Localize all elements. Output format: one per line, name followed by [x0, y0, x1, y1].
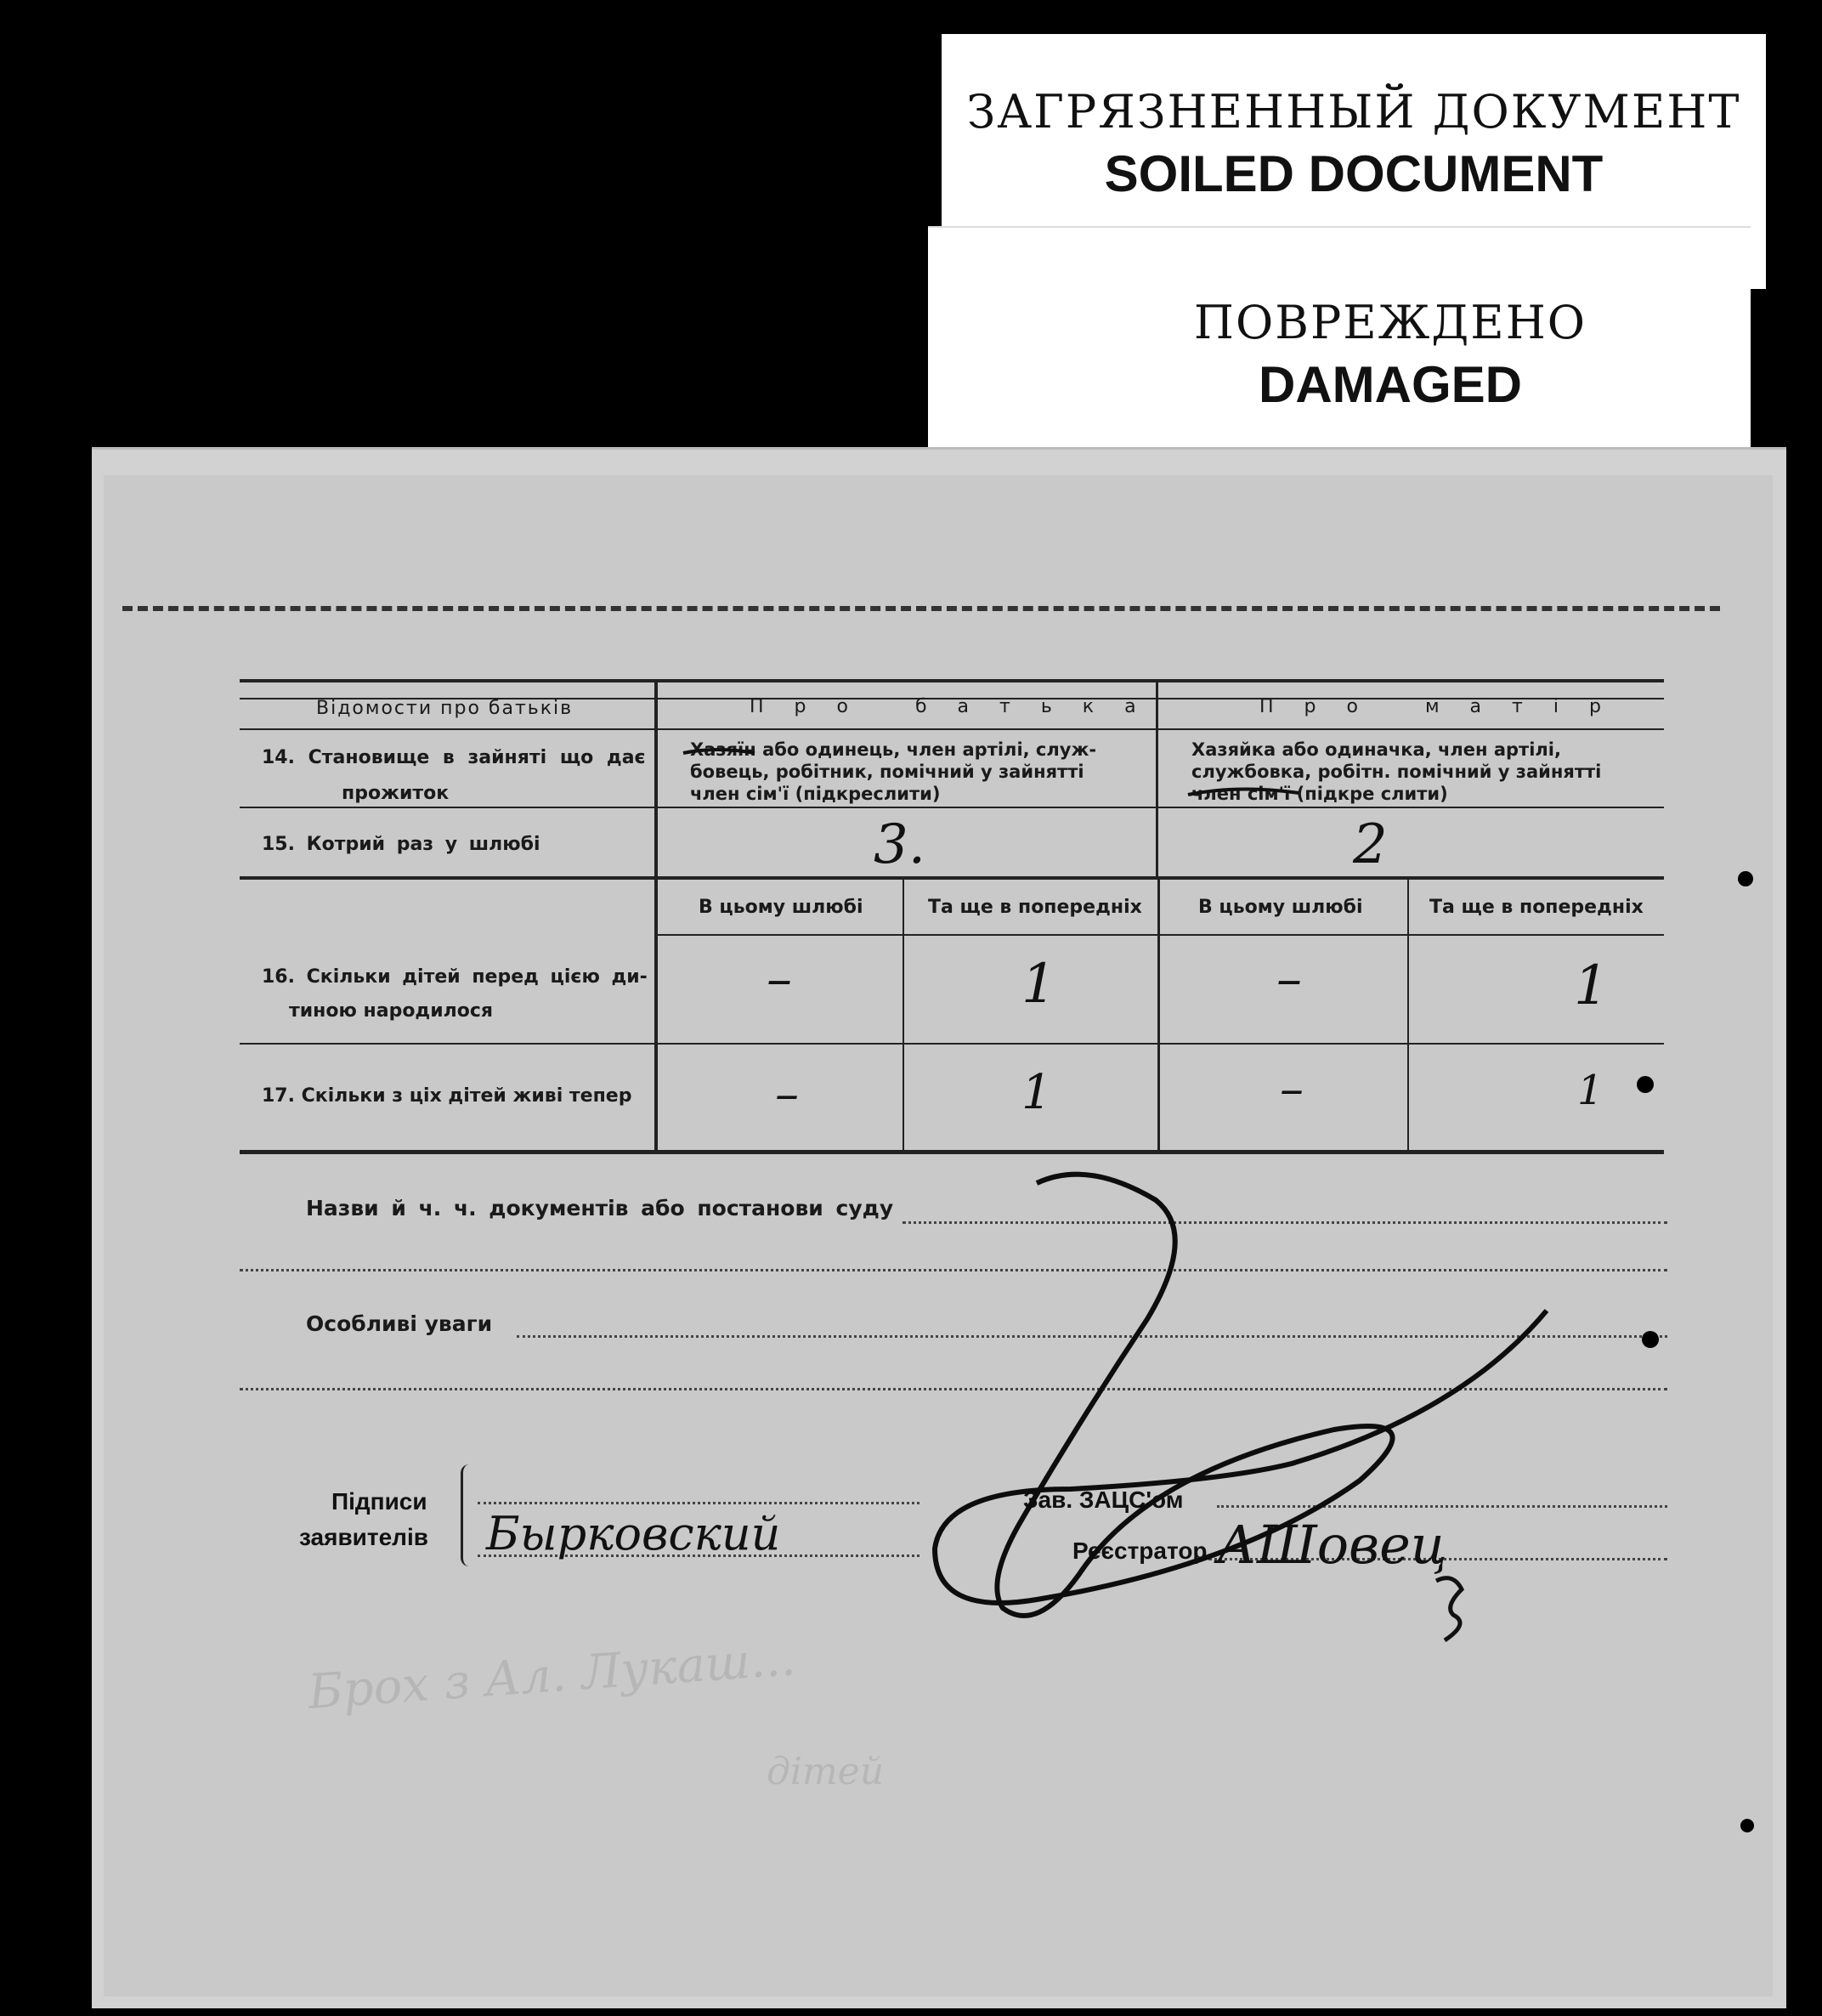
row17-mother-prev: 1 [1577, 1067, 1604, 1114]
bleed-through-text: Брох з Ал. Лукаш... [306, 1631, 798, 1720]
row16-father-prev: 1 [1021, 953, 1056, 1016]
applicant-signature: Бырковский [486, 1507, 781, 1560]
header-mother: Про матір [1259, 696, 1632, 717]
row16-father-this: – [767, 949, 792, 1009]
row17-mother-this: – [1280, 1062, 1304, 1117]
damaged-label-ru: ПОВРЕЖДЕНО [1193, 296, 1587, 349]
header-parents-info: Відомости про батьків [316, 698, 574, 719]
row15-label: 15. Котрий раз у шлюбі [262, 834, 540, 855]
row14-mother-option-1: Хазяйка або одиначка, член артілі, [1191, 739, 1561, 760]
row14-mother-option-3: член сім'ї (підкре слити) [1191, 784, 1448, 804]
row14-father-option-2: бовець, робітник, помічний у зайнятті [690, 762, 1084, 782]
row16-label: 16. Скільки дітей перед цією ди- [262, 966, 648, 988]
zags-head-label: Зав. ЗАЦС'ом [1023, 1487, 1184, 1513]
row16-label-continued: тиною народилося [289, 1000, 494, 1022]
damaged-label-en: DAMAGED [1259, 356, 1522, 413]
cancellation-stroke [935, 1175, 1547, 1616]
row15-father-value: 3. [874, 813, 926, 876]
row16-mother-prev: 1 [1574, 954, 1609, 1017]
row14-label: 14. Становище в зайняті що дає [262, 747, 646, 768]
father-this-marriage-header: В цьому шлюбі [699, 897, 863, 918]
registrar-signature: АШовец [1217, 1514, 1448, 1576]
row14-father-option-3: член сім'ї (підкреслити) [690, 784, 941, 804]
father-previous-header: Та ще в попередніх [928, 897, 1142, 918]
registrar-label: Реєстратор [1072, 1537, 1208, 1564]
header-father: Про батька [750, 696, 1167, 717]
soiled-label-ru: ЗАГРЯЗНЕННЫЙ ДОКУМЕНТ [966, 85, 1741, 139]
row14-mother-option-2: службовка, робітн. помічний у зайнятті [1191, 762, 1602, 782]
bleed-through-text: дітей [767, 1750, 885, 1793]
applicants-label-continued: заявителів [299, 1524, 428, 1550]
documents-label: Назви й ч. ч. документів або постанови суду [306, 1196, 894, 1220]
row17-father-prev: 1 [1021, 1065, 1052, 1120]
mother-this-marriage-header: В цьому шлюбі [1198, 897, 1363, 918]
row17-label: 17. Скільки з ціх дітей живі тепер [262, 1085, 632, 1107]
row17-father-this: – [775, 1067, 799, 1122]
row15-mother-value: 2 [1353, 813, 1388, 876]
applicants-label: Підписи [331, 1488, 427, 1515]
row16-mother-this: – [1276, 949, 1302, 1009]
soiled-label-en: SOILED DOCUMENT [1104, 145, 1604, 202]
row14-label-continued: прожиток [342, 783, 450, 804]
mother-previous-header: Та ще в попередніх [1429, 897, 1644, 918]
row14-father-option-1: Хазяїн або одинець, член артілі, служ- [690, 739, 1097, 760]
notes-label: Особливі уваги [306, 1311, 493, 1336]
